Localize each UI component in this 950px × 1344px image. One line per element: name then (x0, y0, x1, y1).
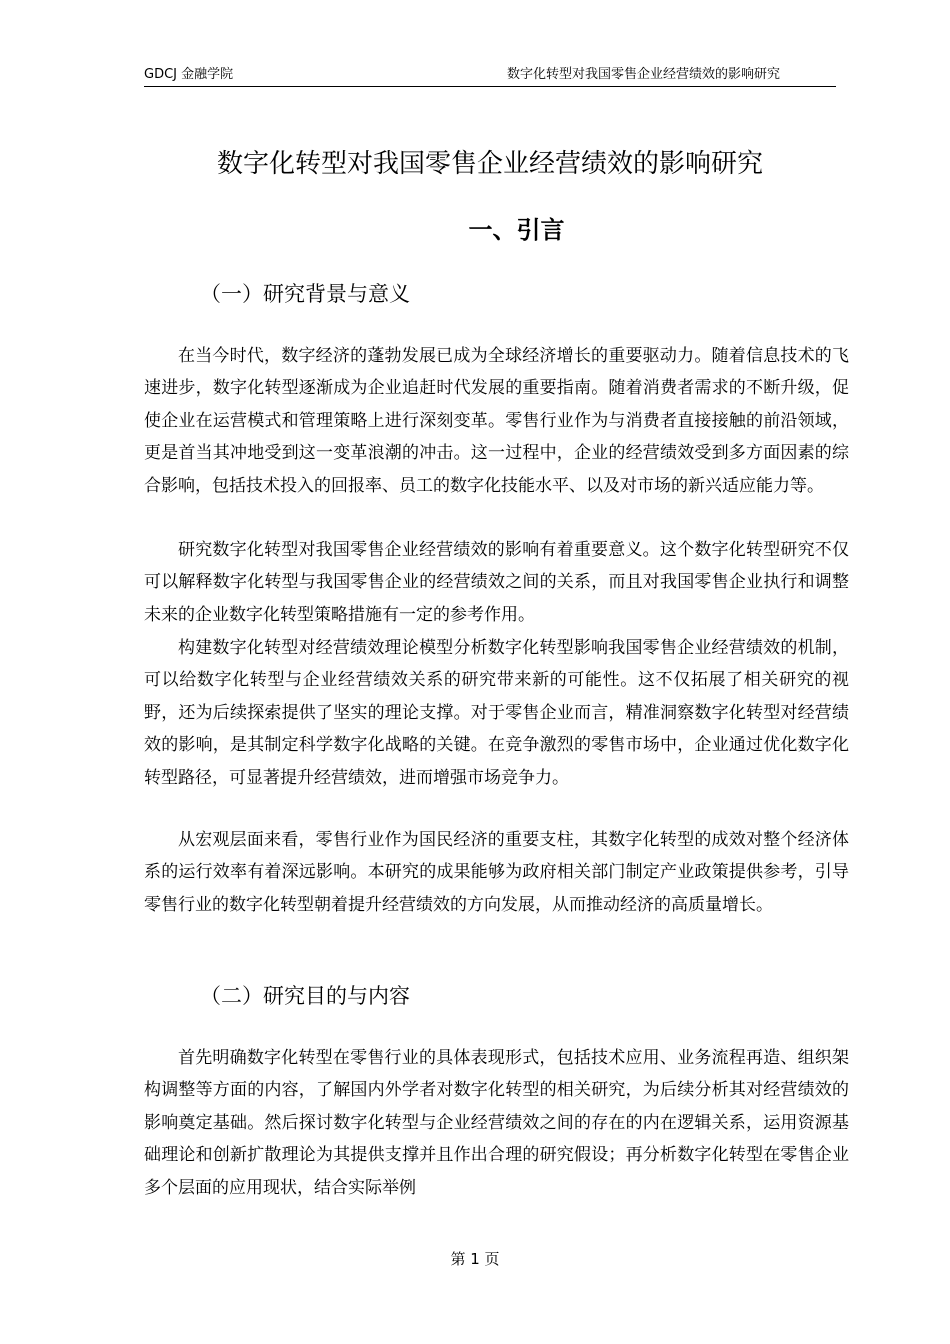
header-institution: GDCJ 金融学院 (144, 67, 234, 82)
paragraph: 在当今时代，数字经济的蓬勃发展已成为全球经济增长的重要驱动力。随着信息技术的飞速进步，数字化转型逐渐成为企业追赶时代发展的重要指南。随着消费者需求的不断升级，促使企业在运营模式和管理策略上进行深刻变革。零售行业作为与消费者直接接触的前沿领域，更是首当其冲地受到这一变革浪潮的冲击。这一过程中，企业的经营绩效受到多方面因素的综合影响，包括技术投入的回报率、员工的数字化技能水平、以及对市场的新兴适应能力等。 (144, 346, 849, 496)
subsection-heading-background: （一）研究背景与意义 (200, 282, 410, 306)
page-number: 第 1 页 (450, 1250, 500, 1268)
paragraph: 首先明确数字化转型在零售行业的具体表现形式，包括技术应用、业务流程再造、组织架构调整等方面的内容，了解国内外学者对数字化转型的相关研究，为后续分析其对经营绩效的影响奠定基础。然后探讨数字化转型与企业经营绩效之间的存在的内在逻辑关系，运用资源基础理论和创新扩散理论为其提供支撑并且作出合理的研究假设；再分析数字化转型在零售企业多个层面的应用现状，结合实际举例 (144, 1048, 849, 1198)
paragraph: 研究数字化转型对我国零售企业经营绩效的影响有着重要意义。这个数字化转型研究不仅可以解释数字化转型与我国零售企业的经营绩效之间的关系，而且对我国零售企业执行和调整未来的企业数字化转型策略措施有一定的参考作用。 (144, 540, 849, 625)
section-heading-introduction: 一、引言 (468, 216, 565, 244)
running-header (144, 66, 836, 87)
header-title: 数字化转型对我国零售企业经营绩效的影响研究 (506, 67, 780, 82)
document-title: 数字化转型对我国零售企业经营绩效的影响研究 (216, 149, 763, 179)
paragraph: 从宏观层面来看，零售行业作为国民经济的重要支柱，其数字化转型的成效对整个经济体系的运行效率有着深远影响。本研究的成果能够为政府相关部门制定产业政策提供参考，引导零售行业的数字化转型朝着提升经营绩效的方向发展，从而推动经济的高质量增长。 (144, 830, 849, 915)
subsection-heading-objectives: （二）研究目的与内容 (200, 984, 410, 1008)
paragraph: 构建数字化转型对经营绩效理论模型分析数字化转型影响我国零售企业经营绩效的机制，可以给数字化转型与企业经营绩效关系的研究带来新的可能性。这不仅拓展了相关研究的视野，还为后续探索提供了坚实的理论支撑。对于零售企业而言，精准洞察数字化转型对经营绩效的影响，是其制定科学数字化战略的关键。在竞争激烈的零售市场中，企业通过优化数字化转型路径，可显著提升经营绩效，进而增强市场竞争力。 (144, 638, 849, 788)
